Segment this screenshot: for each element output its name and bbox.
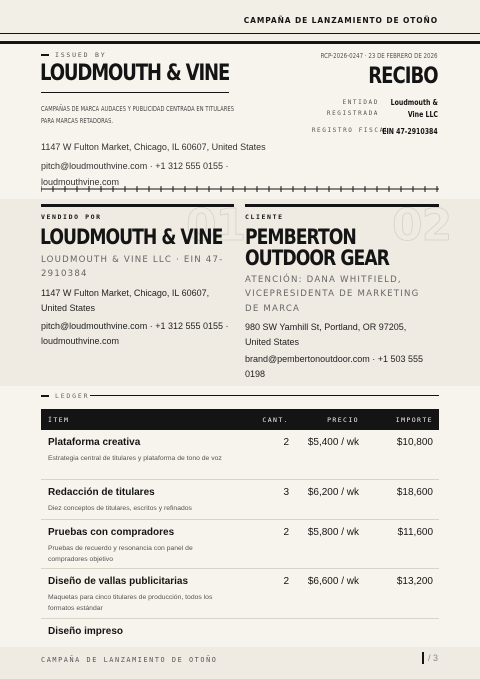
table-row bbox=[41, 619, 439, 647]
col-item: ÍTEM bbox=[48, 416, 70, 424]
issuer-address-block bbox=[41, 140, 271, 190]
row-name: Plataforma creativa bbox=[48, 437, 141, 448]
client-address: 980 SW Yamhill St, Portland, OR 97205, United States bbox=[245, 322, 407, 348]
row-desc: Diez conceptos de titulares, escritos y refinados bbox=[48, 505, 192, 512]
col-price: PRECIO bbox=[327, 416, 359, 424]
row-price: $6,200 / wk bbox=[307, 487, 359, 498]
row-qty: 2 bbox=[283, 527, 289, 538]
entity-value: Loudmouth & Vine LLC bbox=[390, 98, 438, 119]
dash-icon bbox=[41, 54, 49, 56]
dotted-divider bbox=[41, 186, 439, 192]
row-qty: 2 bbox=[283, 437, 289, 448]
col-amount: IMPORTE bbox=[395, 416, 433, 424]
issuer-contact: pitch@loudmouthvine.com · +1 312 555 0155 · loudmouthvine.com bbox=[41, 160, 229, 187]
row-name: Pruebas con compradores bbox=[48, 527, 175, 538]
table-row bbox=[41, 430, 439, 480]
seller-name: LOUDMOUTH & VINE bbox=[40, 225, 223, 249]
row-name: Diseño de vallas publicitarias bbox=[48, 576, 189, 587]
entity-label: ENTIDAD REGISTRADA bbox=[326, 99, 379, 118]
issuer-address: 1147 W Fulton Market, Chicago, IL 60607, United States bbox=[41, 142, 266, 152]
row-qty: 2 bbox=[283, 576, 289, 587]
seller-entity: LOUDMOUTH & VINE LLC · EIN 47-2910384 bbox=[41, 255, 224, 280]
seller-label: VENDIDO POR bbox=[41, 213, 102, 221]
seller-contact: pitch@loudmouthvine.com · +1 312 555 0155 · loudmouthvine.com bbox=[41, 321, 229, 347]
row-price: $5,800 / wk bbox=[307, 527, 359, 538]
issuer-underline bbox=[41, 92, 229, 93]
col-qty: CANT. bbox=[262, 416, 289, 424]
issuer-tagline: CAMPAÑAS DE MARCA AUDACES Y PUBLICIDAD CENTRADA EN TITULARES PARA MARCAS RETADORAS. bbox=[41, 105, 235, 125]
row-amount: $11,600 bbox=[397, 527, 433, 538]
row-price: $5,400 / wk bbox=[307, 437, 359, 448]
row-amount: $18,600 bbox=[396, 487, 433, 498]
client-label: CLIENTE bbox=[245, 213, 284, 221]
client-name: PEMBERTON OUTDOOR GEAR bbox=[245, 225, 389, 270]
issuer-name: LOUDMOUTH & VINE bbox=[40, 61, 230, 86]
ledger-rule bbox=[90, 395, 439, 396]
issued-by-label: ISSUED BY bbox=[41, 51, 106, 59]
top-thick-rule bbox=[0, 41, 480, 44]
client-ghost-number: 02 bbox=[392, 200, 452, 251]
row-amount: $10,800 bbox=[396, 437, 433, 448]
table-row bbox=[41, 480, 439, 520]
dash-icon bbox=[41, 395, 49, 397]
ledger-header bbox=[41, 409, 439, 430]
document-number-date: RCP-2026-0247 · 23 DE FEBRERO DE 2026 bbox=[321, 51, 438, 60]
client-contact: brand@pembertonoutdoor.com · +1 503 555 0198 bbox=[245, 354, 424, 380]
client-attention: ATENCIÓN: DANA WHITFIELD, VICEPRESIDENTA DE MARKETING DE MARCA bbox=[245, 275, 420, 314]
tax-value: EIN 47-2910384 bbox=[382, 127, 438, 136]
page-indicator bbox=[422, 652, 438, 664]
top-hairline bbox=[0, 33, 480, 34]
table-row bbox=[41, 520, 439, 569]
row-name: Redacción de titulares bbox=[48, 487, 155, 498]
page-total: / 3 bbox=[427, 653, 438, 663]
page-bar-icon bbox=[422, 652, 424, 664]
ledger-label: LEDGER bbox=[41, 392, 89, 400]
row-qty: 3 bbox=[283, 487, 289, 498]
row-name: Diseño impreso bbox=[48, 626, 124, 637]
row-desc: Estrategia central de titulares y plataforma de tono de voz bbox=[48, 455, 222, 462]
campaign-title: CAMPAÑA DE LANZAMIENTO DE OTOÑO bbox=[243, 16, 438, 25]
row-price: $6,600 / wk bbox=[307, 576, 359, 587]
table-row bbox=[41, 569, 439, 619]
footer-campaign: CAMPAÑA DE LANZAMIENTO DE OTOÑO bbox=[41, 656, 218, 664]
document-type: RECIBO bbox=[368, 64, 438, 89]
seller-address: 1147 W Fulton Market, Chicago, IL 60607, United States bbox=[41, 288, 210, 314]
row-desc: Pruebas de recuerdo y resonancia con panel de compradores objetivo bbox=[48, 545, 193, 564]
tax-label: REGISTRO FISCAL bbox=[311, 127, 390, 134]
row-desc: Maquetas para cinco titulares de producción, todos los formatos estándar bbox=[48, 594, 213, 613]
row-amount: $13,200 bbox=[396, 576, 433, 587]
seller-ghost-number: 01 bbox=[186, 200, 246, 251]
